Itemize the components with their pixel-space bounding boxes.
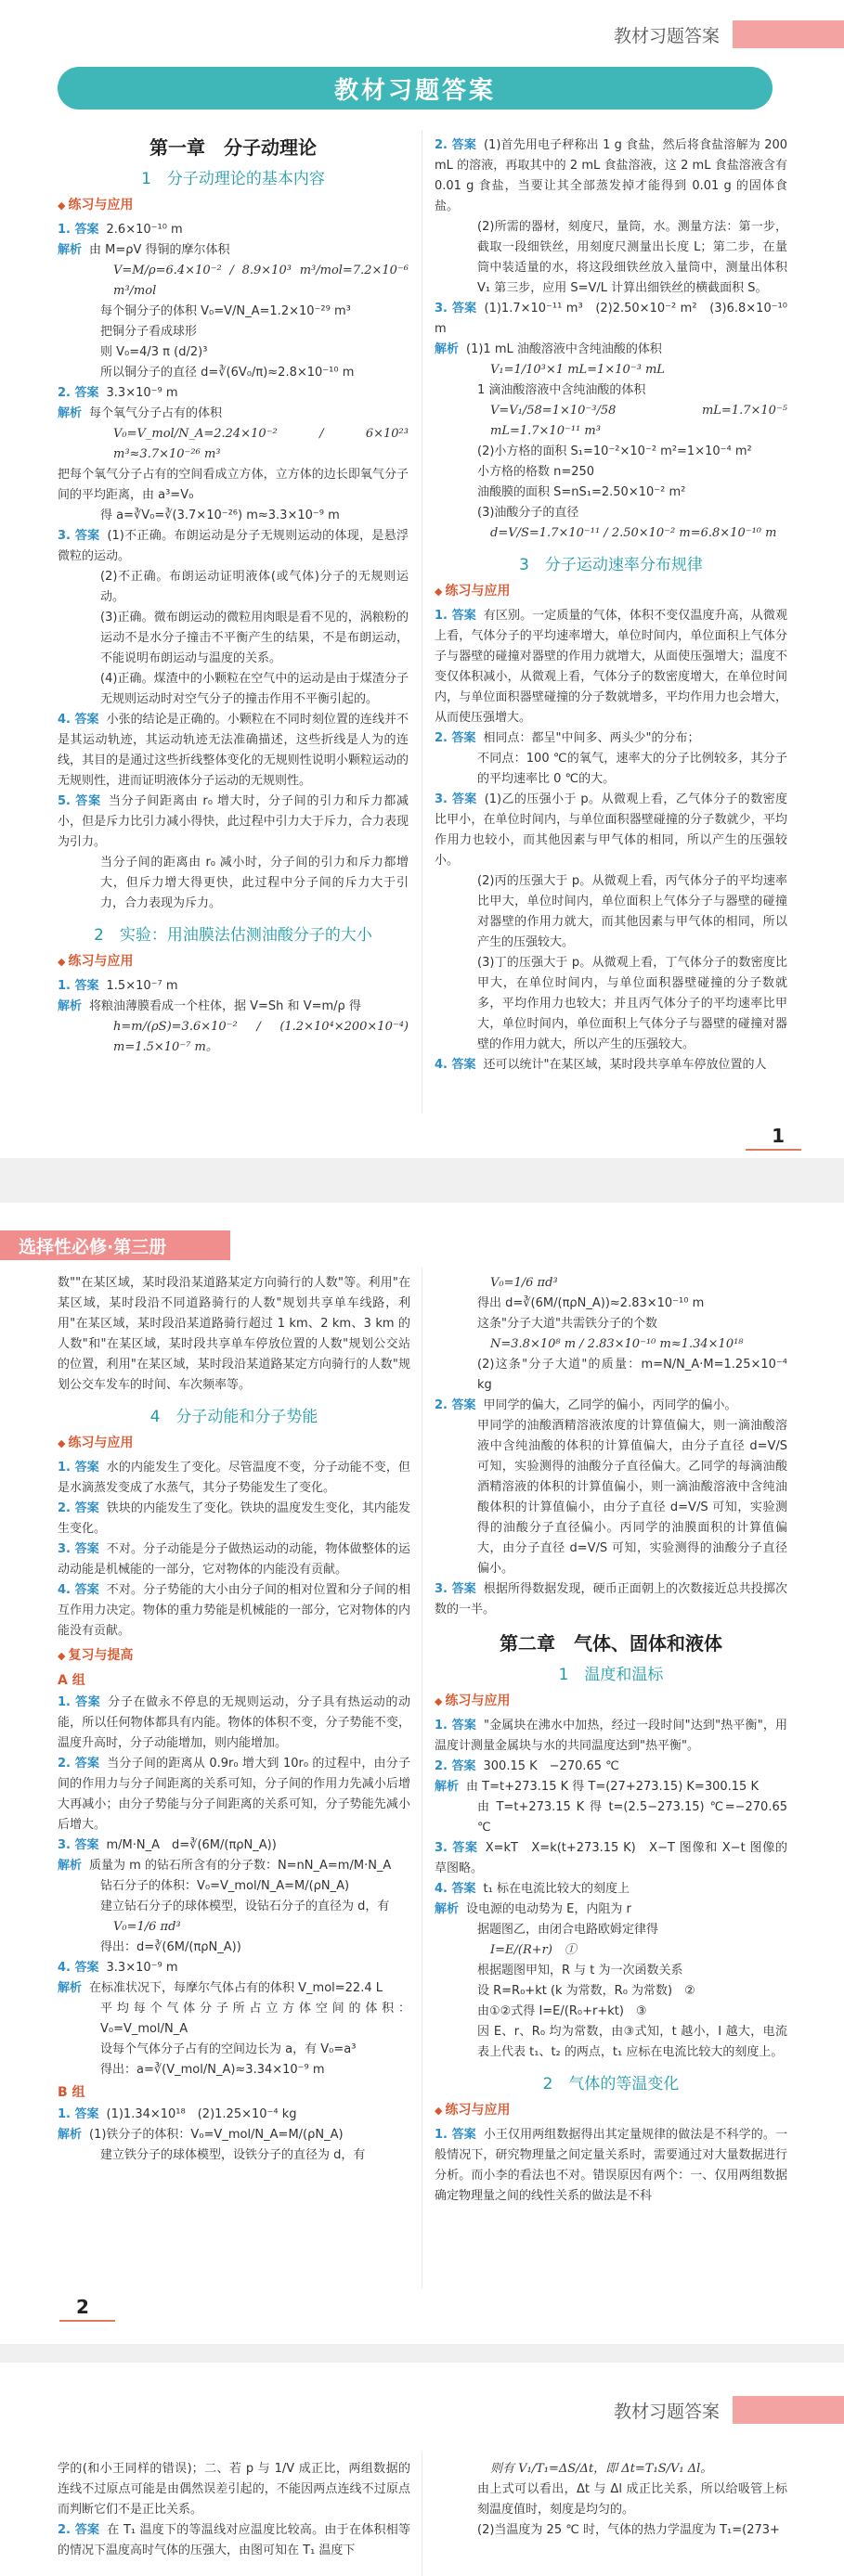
page-number: 2	[76, 2296, 89, 2318]
answer-label: 2. 答案	[435, 731, 476, 745]
section-title: 2 气体的等温变化	[542, 2075, 680, 2093]
paragraph-text: 相同点：都呈"中间多、两头少"的分布；	[483, 731, 700, 745]
paragraph: 把每个氧气分子占有的空间看成立方体，立方体的边长即氧气分子间的平均距离，由 a³=V₀	[58, 468, 409, 502]
equation: V₀=1/6 πd³	[113, 1920, 181, 1934]
answer-label: 4. 答案	[58, 1583, 99, 1597]
chapter-title: 第二章 气体、固体和液体	[500, 1632, 722, 1655]
paragraph-text: 小张的结论是正确的。小颗粒在不同时刻位置的连线并不是其运动轨迹，其运动轨迹无法准确描述，这些折线是人为的连线，其目的是通过这些折线整体变化的无规则性说明小颗粒运动的无规则性，进而证明液体分子运动的无规则性。	[58, 713, 409, 788]
indented-paragraph: 建立铁分子的球体模型，设铁分子的直径为 d，有	[100, 2148, 366, 2162]
right-column	[435, 2459, 787, 2541]
explanation-label: 解析	[58, 999, 83, 1013]
indented-paragraph: 得出：d=∛(6M/(πρN_A))	[100, 1940, 241, 1954]
answer-paragraph	[58, 710, 409, 792]
indented-paragraph: (2)小方格的面积 S₁=10⁻²×10⁻² m²=1×10⁻⁴ m²	[477, 444, 752, 458]
equation: V₁=1/10³×1 mL=1×10⁻³ mL	[490, 363, 665, 377]
answer-paragraph	[435, 1838, 787, 1879]
indented-paragraph: 这条"分子大道"共需铁分子的个数	[477, 1317, 657, 1331]
paragraph-text: 当分子间的距离从 0.9r₀ 增大到 10r₀ 的过程中，由分子间的作用力与分子间距离的关系可知，分子间的作用力先减小后增大再减小；由分子势能与分子间距离的关系可知，分子势能先减小后增大。	[58, 1757, 410, 1832]
equation: V₀=1/6 πd³	[490, 1276, 558, 1290]
section-title: 3 分子运动速率分布规律	[519, 556, 703, 574]
explanation-paragraph	[58, 404, 409, 424]
paragraph-text: 在标准状况下，每摩尔气体占有的体积 V_mol=22.4 L	[89, 1981, 383, 1995]
paragraph-text: "金属块在沸水中加热，经过一段时间"达到"热平衡"，用温度计测量金属块与水的共同温度达到"热平衡"。	[435, 1719, 787, 1753]
answer-label: 1. 答案	[435, 1719, 476, 1732]
answer-paragraph	[58, 1958, 410, 1978]
answer-label: 4. 答案	[58, 713, 99, 727]
paragraph: 学的(和小王同样的错误)；二、若 p 与 1/V 成正比，两组数据的连线不过原点可能是由偶然误差引起的，不能因两点连线不过原点而判断它们不是正比关系。	[58, 2462, 410, 2517]
answer-label: 3. 答案	[435, 302, 477, 316]
indented-paragraph: 所以铜分子的直径 d=∛(6V₀/π)≈2.8×10⁻¹⁰ m	[100, 366, 355, 380]
answer-label: 2. 答案	[435, 138, 476, 152]
subsection-heading: ◆ 练习与应用	[58, 195, 409, 216]
indented-paragraph: 由上式可以看出，Δt 与 Δl 成正比关系，所以给吸管上标刻温度值时，刻度是均匀的。	[477, 2482, 787, 2517]
page-header	[614, 2394, 844, 2426]
page-number-rule	[746, 1149, 801, 1151]
group-heading: A 组	[58, 1673, 85, 1688]
paragraph-text: 根据所得数据发现，硬币正面朝上的次数接近总共投掷次数的一半。	[435, 1582, 787, 1616]
answer-label: 3. 答案	[435, 792, 477, 806]
indented-paragraph: 因 E、r、R₀ 均为常数，由③式知，t 越小，I 越大，电流表上代表 t₁、t₂ 的两点，t₁ 应标在电流比较大的刻度上。	[477, 2025, 787, 2059]
paragraph-text: (1)1 mL 油酸溶液中含纯油酸的体积	[466, 342, 662, 356]
paragraph-text: 质量为 m 的钻石所含有的分子数：N=nN_A=m/M·N_A	[89, 1859, 392, 1873]
answer-paragraph	[435, 1716, 787, 1757]
paragraph-text: 3.3×10⁻⁹ m	[106, 1961, 178, 1975]
explanation-label: 解析	[58, 1859, 83, 1873]
indented-paragraph: (2)丙的压强大于 p。从微观上看，丙气体分子的平均速率比甲大，单位时间内，单位面积上气体分子与器壁的碰撞对器壁的作用力就大，而其他因素与甲气体的相同，所以产生的压强较大。	[477, 874, 787, 949]
paragraph-text: 在 T₁ 温度下的等温线对应温度比较高。由于在体积相等的情况下温度高时气体的压强大，由图可知在 T₁ 温度下	[58, 2523, 410, 2557]
answer-label: 1. 答案	[58, 223, 99, 237]
chapter-title: 第一章 分子动理论	[149, 136, 317, 159]
answer-paragraph	[435, 1396, 787, 1416]
page-gap	[0, 1158, 844, 1203]
answer-label: 3. 答案	[58, 1838, 99, 1852]
answer-paragraph	[58, 792, 409, 853]
section-title: 2 实验：用油膜法估测油酸分子的大小	[94, 926, 372, 945]
paragraph: 数""在某区域，某时段沿某道路某定方向骑行的人数"等。利用"在某区域，某时段沿不同道路骑行的人数"规划共享单车线路，利用"在某区域，某时段沿某道路骑行超过 1 km、2 km、3 km 的人数"和"在某区域，某时段共享单车停放位置的人数"规划公交站的位置，利用"在某区域，某时段沿某道路某定方向骑行的人数"规划公交车发车的时间、车次频率等。	[58, 1276, 410, 1392]
explanation-label: 解析	[435, 342, 460, 356]
answer-paragraph	[435, 1055, 787, 1075]
header-tab-decoration	[733, 2396, 844, 2424]
indented-paragraph: 设 R=R₀+kt (k 为常数，R₀ 为常数) ②	[477, 1984, 695, 1998]
paragraph-text: 水的内能发生了变化。尽管温度不变，分子动能不变，但是水滴蒸发变成了水蒸气，其分子势能发生了变化。	[58, 1461, 410, 1495]
answer-paragraph	[58, 526, 409, 567]
answer-paragraph	[435, 606, 787, 728]
equation: h=m/(ρS)=3.6×10⁻² / (1.2×10⁴×200×10⁻⁴) m=1.5×10⁻⁷ m。	[113, 1020, 409, 1054]
answer-label: 4. 答案	[435, 1058, 476, 1072]
answer-paragraph	[58, 220, 409, 240]
equation: N=3.8×10⁸ m / 2.83×10⁻¹⁰ m≈1.34×10¹⁸	[490, 1337, 744, 1351]
indented-paragraph: (4)正确。煤渣中的小颗粒在空气中的运动是由于煤渣分子无规则运动时对空气分子的撞击作用不平衡引起的。	[100, 672, 409, 706]
explanation-paragraph	[435, 340, 787, 360]
answer-paragraph	[58, 1539, 410, 1580]
indented-paragraph: (2)这条"分子大道"的质量：m=N/N_A·M=1.25×10⁻⁴ kg	[477, 1358, 787, 1392]
indented-paragraph: 根据题图甲知，R 与 t 为一次函数关系	[477, 1964, 683, 1977]
answer-label: 1. 答案	[58, 979, 99, 993]
page-number: 1	[772, 1125, 785, 1147]
paragraph-text: 有区别。一定质量的气体，体积不变仅温度升高，从微观上看，气体分子的平均速率增大，单位时间内，单位面积上气体分子与器壁的碰撞对器壁的作用力就增大，从面使压强增大；温度不变仅体积减小，从微观上看，气体分子的数密度增大，在单位时间内，与单位面积器壁碰撞的分子数就增多，平均作用力也会增大，从而使压强增大。	[435, 609, 787, 725]
page-2	[0, 1203, 844, 2344]
paragraph-text: (1)乙的压强小于 p。从微观上看，乙气体分子的数密度比甲小，在单位时间内，与单位面积器壁碰撞的分子数就少，平均作用力也较小，而其他因素与甲气体的相同，所以产生的压强较小。	[435, 792, 787, 868]
indented-paragraph: (3)丁的压强大于 p。从微观上看，丁气体分子的数密度比甲大，在单位时间内，与单位面积器壁碰撞的分子数就多，平均作用力也较大；并且丙气体分子的平均速率比甲大，单位时间内，单位面积上气体分子与器壁的碰撞对器壁的作用力就大，所以产生的压强较大。	[477, 956, 787, 1051]
paragraph-text: 不对。分子动能是分子做热运动的动能，物体做整体的运动动能是机械能的一部分，它对物体的内能没有贡献。	[58, 1542, 410, 1577]
indented-paragraph: 据题图乙，由闭合电路欧姆定律得	[477, 1923, 659, 1937]
indented-paragraph: 由 T=t+273.15 K 得 t=(2.5−273.15) ℃=−270.65 ℃	[477, 1800, 787, 1835]
answer-paragraph	[435, 790, 787, 871]
answer-label: 2. 答案	[58, 1757, 100, 1771]
subsection-heading: ◆ 复习与提高	[58, 1645, 410, 1667]
answer-label: 5. 答案	[58, 794, 101, 808]
header-tab-decoration	[733, 20, 844, 48]
paragraph-text: 分子在做永不停息的无规则运动，分子具有热运动的动能，所以任何物体都具有内能。物体的体积不变，分子势能不变，温度升高时，分子动能增加，则内能增加。	[58, 1695, 410, 1750]
answer-paragraph	[435, 135, 787, 217]
indented-paragraph: (3)油酸分子的直径	[477, 506, 579, 520]
explanation-label: 解析	[58, 2128, 83, 2142]
answer-label: 3. 答案	[435, 1841, 478, 1855]
indented-paragraph: 不同点：100 ℃的氧气，速率大的分子比例较多，其分子的平均速率比 0 ℃的大。	[477, 752, 787, 786]
indented-paragraph: 则 V₀=4/3 π (d/2)³	[100, 345, 208, 359]
answer-paragraph	[58, 1693, 410, 1754]
right-column	[435, 1273, 787, 2207]
paragraph-text: 3.3×10⁻⁹ m	[106, 386, 178, 400]
indented-paragraph: 平均每个气体分子所占立方体空间的体积：V₀=V_mol/N_A	[100, 2002, 410, 2036]
paragraph-text: m/M·N_A d=∛(6M/(πρN_A))	[106, 1838, 277, 1852]
paragraph-text: 1.5×10⁻⁷ m	[106, 979, 178, 993]
answer-paragraph	[435, 1579, 787, 1620]
paragraph-text: (1)首先用电子秤称出 1 g 食盐，然后将食盐溶解为 200 mL 的溶液，再取其中的 2 mL 食盐溶液，这 2 mL 食盐溶液含有 0.01 g 食盐，当要让其全部蒸发掉才能得到 0.01 g 的固体食盐。	[435, 138, 788, 213]
header-title: 教材习题答案	[613, 2401, 720, 2422]
paragraph-text: 由 T=t+273.15 K 得 T=(27+273.15) K=300.15 K	[466, 1780, 759, 1794]
answer-paragraph	[435, 2125, 787, 2207]
indented-paragraph: 油酸膜的面积 S=nS₁=2.50×10⁻² m²	[477, 485, 686, 499]
explanation-paragraph	[58, 240, 409, 261]
answer-paragraph	[435, 1757, 787, 1777]
answer-paragraph	[435, 299, 787, 340]
paragraph-text: 不对。分子势能的大小由分子间的相对位置和分子间的相互作用力决定。物体的重力势能是机械能的一部分，它对物体的内能没有贡献。	[58, 1583, 410, 1638]
indented-paragraph: (2)不正确。布朗运动证明液体(或气体)分子的无规则运动。	[100, 570, 409, 604]
page-1	[0, 0, 844, 1158]
subsection-heading: ◆ 练习与应用	[58, 1433, 410, 1454]
indented-paragraph: 钻石分子的体积：V₀=V_mol/N_A=M/(ρN_A)	[100, 1879, 350, 1893]
indented-paragraph: 每个铜分子的体积 V₀=V/N_A=1.2×10⁻²⁹ m³	[100, 304, 351, 318]
equation: V₀=V_mol/N_A=2.24×10⁻² / 6×10²³ m³≈3.7×10⁻²⁶ m³	[113, 427, 409, 461]
paragraph-text: 将粮油薄膜看成一个柱体，据 V=Sh 和 V=m/ρ 得	[89, 999, 361, 1013]
page-header	[614, 19, 844, 50]
paragraph-text: (1)1.7×10⁻¹¹ m³ (2)2.50×10⁻² m² (3)6.8×10⁻¹⁰ m	[435, 302, 788, 336]
paragraph-text: (1)1.34×10¹⁸ (2)1.25×10⁻⁴ kg	[106, 2107, 297, 2121]
subsection-heading: ◆ 练习与应用	[435, 581, 787, 602]
answer-paragraph	[435, 728, 787, 749]
equation: V=M/ρ=6.4×10⁻² / 8.9×10³ m³/mol=7.2×10⁻⁶ m³/mol	[113, 264, 409, 298]
indented-paragraph: 设每个气体分子占有的空间边长为 a，有 V₀=a³	[100, 2042, 357, 2056]
header-title: 选择性必修·第三册	[0, 1230, 230, 1260]
indented-paragraph: (2)所需的器材，刻度尺，量筒，水。测量方法：第一步，截取一段细铁丝，用刻度尺测量出长度 L；第二步，在量筒中装适量的水，将这段细铁丝放入量筒中，测量出体积 V₁ 第三步，应用 S=V/L 计算出细铁丝的横截面积 S。	[477, 220, 787, 295]
indented-paragraph: 得出：a=∛(V_mol/N_A)≈3.34×10⁻⁹ m	[100, 2063, 325, 2077]
indented-paragraph: 由①②式得 I=E/(R₀+r+kt) ③	[477, 2004, 647, 2018]
paragraph-text: 还可以统计"在某区域，某时段共享单车停放位置的人	[483, 1058, 767, 1072]
answer-paragraph	[58, 1458, 410, 1499]
answer-paragraph	[58, 383, 409, 404]
paragraph-text: 铁块的内能发生了变化。铁块的温度发生变化，其内能发生变化。	[58, 1501, 410, 1536]
explanation-paragraph	[58, 1978, 410, 1999]
answer-paragraph	[58, 2520, 410, 2561]
indented-paragraph: 甲同学的油酸酒精溶液浓度的计算值偏大，则一滴油酸溶液中含纯油酸的体积的计算值偏大，由分子直径 d=V/S 可知，实验测得的油酸分子直径偏大。乙同学的每滴油酸酒精溶液的体积的计算值偏小，则一滴油酸溶液中含纯油酸体积的计算值偏小，由分子直径 d=V/S 可知，实验测得的油酸分子直径偏小。丙同学的油膜面积的计算值偏大，由分子直径 d=V/S 可知，实验测得的油酸分子直径偏小。	[477, 1419, 787, 1576]
indented-paragraph: 得出 d=∛(6M/(πρN_A))≈2.83×10⁻¹⁰ m	[477, 1296, 705, 1310]
indented-paragraph: (3)正确。微布朗运动的微粒用肉眼是看不见的，涡粮粉的运动不是水分子撞击不平衡产生的结果，不是布朗运动，不能说明布朗运动与温度的关系。	[100, 611, 409, 665]
answer-label: 2. 答案	[58, 386, 99, 400]
answer-label: 2. 答案	[435, 1398, 476, 1412]
answer-label: 4. 答案	[58, 1961, 99, 1975]
answer-label: 1. 答案	[435, 2128, 476, 2142]
answer-label: 1. 答案	[435, 609, 476, 623]
answer-paragraph	[435, 1879, 787, 1900]
explanation-label: 解析	[435, 1902, 460, 1916]
explanation-paragraph	[435, 1777, 787, 1797]
page-number-rule	[59, 2320, 115, 2322]
answer-label: 3. 答案	[435, 1582, 476, 1596]
subsection-heading: ◆ 练习与应用	[435, 1691, 787, 1712]
page-header	[0, 1230, 230, 1260]
answer-paragraph	[58, 1580, 410, 1642]
left-column	[58, 124, 409, 1058]
subsection-heading: ◆ 练习与应用	[435, 2100, 787, 2121]
answer-label: 1. 答案	[58, 1461, 99, 1475]
explanation-label: 解析	[435, 1780, 460, 1794]
section-title: 4 分子动能和分子势能	[149, 1408, 318, 1426]
equation: d=V/S=1.7×10⁻¹¹ / 2.50×10⁻² m=6.8×10⁻¹⁰ m	[490, 526, 777, 540]
paragraph-text: (1)不正确。布朗运动是分子无规则运动的体现，是悬浮微粒的运动。	[58, 529, 409, 563]
answer-paragraph	[58, 2105, 410, 2125]
paragraph-text: 甲同学的偏大，乙同学的偏小，丙同学的偏小。	[483, 1398, 737, 1412]
answer-label: 1. 答案	[58, 1695, 101, 1709]
answer-label: 3. 答案	[58, 1542, 99, 1556]
paragraph-text: 设电源的电动势为 E，内阻为 r	[466, 1902, 631, 1916]
answer-label: 2. 答案	[435, 1759, 476, 1773]
explanation-label: 解析	[58, 406, 83, 420]
answer-paragraph	[58, 1499, 410, 1539]
paragraph-text: (1)铁分子的体积：V₀=V_mol/N_A=M/(ρN_A)	[89, 2128, 344, 2142]
answer-label: 3. 答案	[58, 529, 100, 543]
paragraph-text: X=kT X=k(t+273.15 K) X−T 图像和 X−t 图像的草图略。	[435, 1841, 787, 1875]
paragraph-text: 每个氧气分子占有的体积	[89, 406, 223, 420]
paragraph-text: t₁ 标在电流比较大的刻度上	[483, 1882, 630, 1896]
page-3	[0, 2363, 844, 2576]
indented-paragraph: 小方格的格数 n=250	[477, 465, 595, 479]
subsection-heading: ◆ 练习与应用	[58, 951, 409, 972]
indented-paragraph: 把铜分子看成球形	[100, 325, 198, 339]
indented-paragraph: 当分子间的距离由 r₀ 减小时，分子间的引力和斥力都增大，但斥力增大得更快，此过程中分子间的斥力大于引力，合力表现为斥力。	[100, 856, 409, 910]
explanation-paragraph	[58, 1856, 410, 1876]
left-column	[58, 2459, 410, 2561]
paragraph-text: 由 M=ρV 得铜的摩尔体积	[89, 243, 230, 257]
indented-paragraph: 得 a=∛V₀=∛(3.7×10⁻²⁶) m≈3.3×10⁻⁹ m	[100, 509, 340, 522]
page-gap	[0, 2344, 844, 2363]
equation: V=V₁/58=1×10⁻³/58 mL=1.7×10⁻⁵ mL=1.7×10⁻¹¹ m³	[490, 404, 787, 438]
group-heading: B 组	[58, 2085, 85, 2100]
explanation-paragraph	[58, 2125, 410, 2145]
indented-paragraph: 1 滴油酸溶液中含纯油酸的体积	[477, 383, 646, 397]
answer-label: 1. 答案	[58, 2107, 99, 2121]
explanation-label: 解析	[58, 243, 83, 257]
equation: 则有 V₁/T₁=ΔS/Δt，即 Δt=T₁S/V₁ Δl。	[490, 2462, 713, 2476]
header-title: 教材习题答案	[613, 25, 720, 46]
explanation-paragraph	[58, 997, 409, 1017]
section-title: 1 温度和温标	[558, 1666, 664, 1684]
section-title: 1 分子动理论的基本内容	[141, 170, 325, 188]
answer-label: 2. 答案	[58, 1501, 99, 1515]
paragraph-text: 300.15 K −270.65 ℃	[483, 1759, 619, 1773]
equation: I=E/(R+r) ①	[490, 1943, 577, 1957]
explanation-paragraph	[435, 1900, 787, 1920]
title-banner: 教材习题答案	[58, 67, 773, 109]
indented-paragraph: 建立钻石分子的球体模型，设钻石分子的直径为 d，有	[100, 1900, 390, 1913]
left-column	[58, 1273, 410, 2166]
answer-paragraph	[58, 976, 409, 997]
answer-paragraph	[58, 1754, 410, 1835]
answer-label: 4. 答案	[435, 1882, 476, 1896]
right-column	[435, 135, 787, 1075]
explanation-label: 解析	[58, 1981, 83, 1995]
paragraph-text: 小王仅用两组数据得出其定量规律的做法是不科学的。一般情况下，研究物理量之间定量关系时，需要通过对大量数据进行分析。而小李的看法也不对。错误原因有两个：一、仅用两组数据确定物理量之间的线性关系的做法是不科	[435, 2128, 787, 2203]
answer-paragraph	[58, 1835, 410, 1856]
paragraph-text: 2.6×10⁻¹⁰ m	[106, 223, 183, 237]
paragraph-text: 当分子间距离由 r₀ 增大时，分子间的引力和斥力都减小，但是斥力比引力减小得快，此过程中引力大于斥力，合力表现为引力。	[58, 794, 409, 849]
indented-paragraph: (2)当温度为 25 ℃ 时，气体的热力学温度为 T₁=(273+	[477, 2523, 780, 2537]
answer-label: 2. 答案	[58, 2523, 100, 2537]
